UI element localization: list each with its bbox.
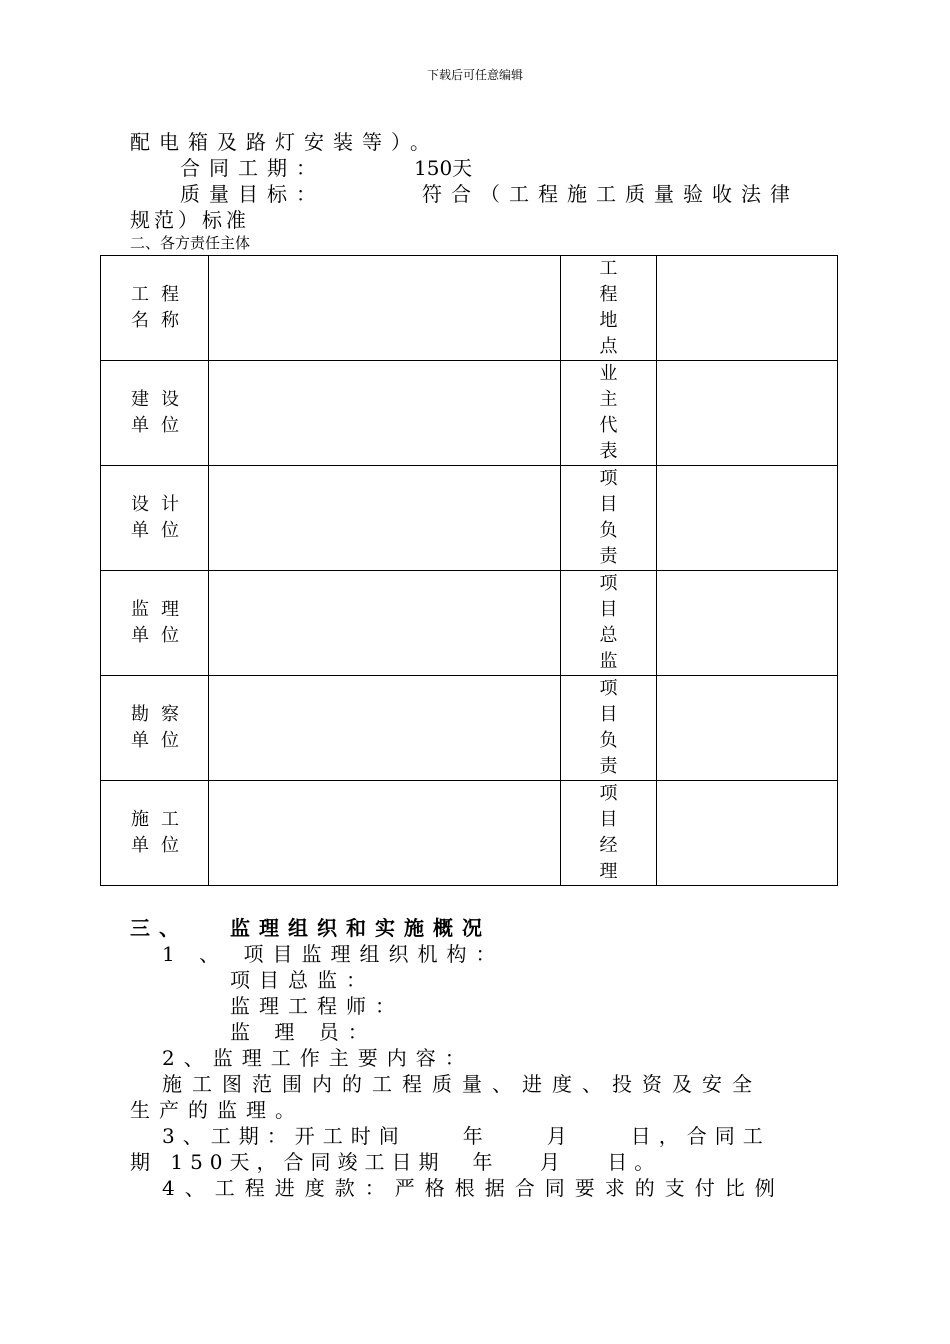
unit-label: 设计单位 <box>131 494 191 541</box>
unit-label-cell <box>101 361 209 466</box>
rep-label: 工程地点 <box>599 258 618 357</box>
unit-value-cell <box>209 571 561 676</box>
unit-label-cell <box>101 466 209 571</box>
unit-label: 施工单位 <box>131 809 191 856</box>
rep-label: 项目负责 <box>599 678 618 777</box>
quality-target-label: 质量目标： <box>180 182 325 206</box>
table-row <box>101 466 838 571</box>
rep-label-cell <box>561 256 657 361</box>
responsibility-table <box>100 255 838 886</box>
rep-value-cell <box>657 676 838 781</box>
item-2: 2、监理工作主要内容： <box>162 1046 474 1070</box>
unit-label-cell <box>101 676 209 781</box>
rep-label: 项目负责 <box>599 468 618 567</box>
rep-value-cell <box>657 361 838 466</box>
unit-label: 工程名称 <box>131 284 191 331</box>
item-3-line-1: 3、工期：开工时间 年 月 日，合同工 <box>162 1124 771 1148</box>
item-1: 1 、 项目监理组织机构： <box>162 942 505 966</box>
unit-label-cell <box>101 781 209 886</box>
section-2-title: 二、各方责任主体 <box>130 234 251 252</box>
rep-label-cell <box>561 781 657 886</box>
item-2-content-line-2: 生产的监理。 <box>130 1098 304 1122</box>
rep-label: 项目总监 <box>599 573 618 672</box>
table-row <box>101 361 838 466</box>
section-3-number: 三、 <box>130 916 188 940</box>
quality-target-value: 符合（工程施工质量验收法律 <box>422 182 799 206</box>
contract-period-value: 150天 <box>414 156 473 180</box>
unit-value-cell <box>209 676 561 781</box>
rep-label-cell <box>561 571 657 676</box>
rep-value-cell <box>657 466 838 571</box>
table-row <box>101 256 838 361</box>
unit-value-cell <box>209 781 561 886</box>
unit-value-cell <box>209 361 561 466</box>
item-3-line-2: 期 150天，合同竣工日期 年 月 日。 <box>130 1150 662 1174</box>
table-row <box>101 571 838 676</box>
rep-value-cell <box>657 781 838 886</box>
supervising-engineer: 监理工程师： <box>230 994 404 1018</box>
contract-period-label: 合同工期： <box>180 156 325 180</box>
section-3-title: 监理组织和实施概况 <box>230 916 491 940</box>
text-line-4: 规范）标准 <box>130 208 250 232</box>
table-row <box>101 781 838 886</box>
unit-label-cell <box>101 256 209 361</box>
item-4: 4、工程进度款：严格根据合同要求的支付比例 <box>162 1176 785 1200</box>
chief-supervisor: 项目总监： <box>230 968 375 992</box>
rep-label: 业主代表 <box>599 363 618 462</box>
text-line-1: 配电箱及路灯安装等）。 <box>130 130 439 154</box>
supervisor-staff: 监 理 员： <box>230 1020 377 1044</box>
rep-value-cell <box>657 571 838 676</box>
item-2-content-line-1: 施工图范围内的工程质量、进度、投资及安全 <box>162 1072 762 1096</box>
unit-value-cell <box>209 256 561 361</box>
rep-label: 项目经理 <box>599 783 618 882</box>
rep-label-cell <box>561 361 657 466</box>
unit-label: 监理单位 <box>131 599 191 646</box>
rep-label-cell <box>561 676 657 781</box>
rep-value-cell <box>657 256 838 361</box>
page-header: 下载后可任意编辑 <box>426 68 523 82</box>
rep-label-cell <box>561 466 657 571</box>
unit-value-cell <box>209 466 561 571</box>
unit-label: 建设单位 <box>131 389 191 436</box>
unit-label-cell <box>101 571 209 676</box>
unit-label: 勘察单位 <box>131 704 191 751</box>
table-row <box>101 676 838 781</box>
